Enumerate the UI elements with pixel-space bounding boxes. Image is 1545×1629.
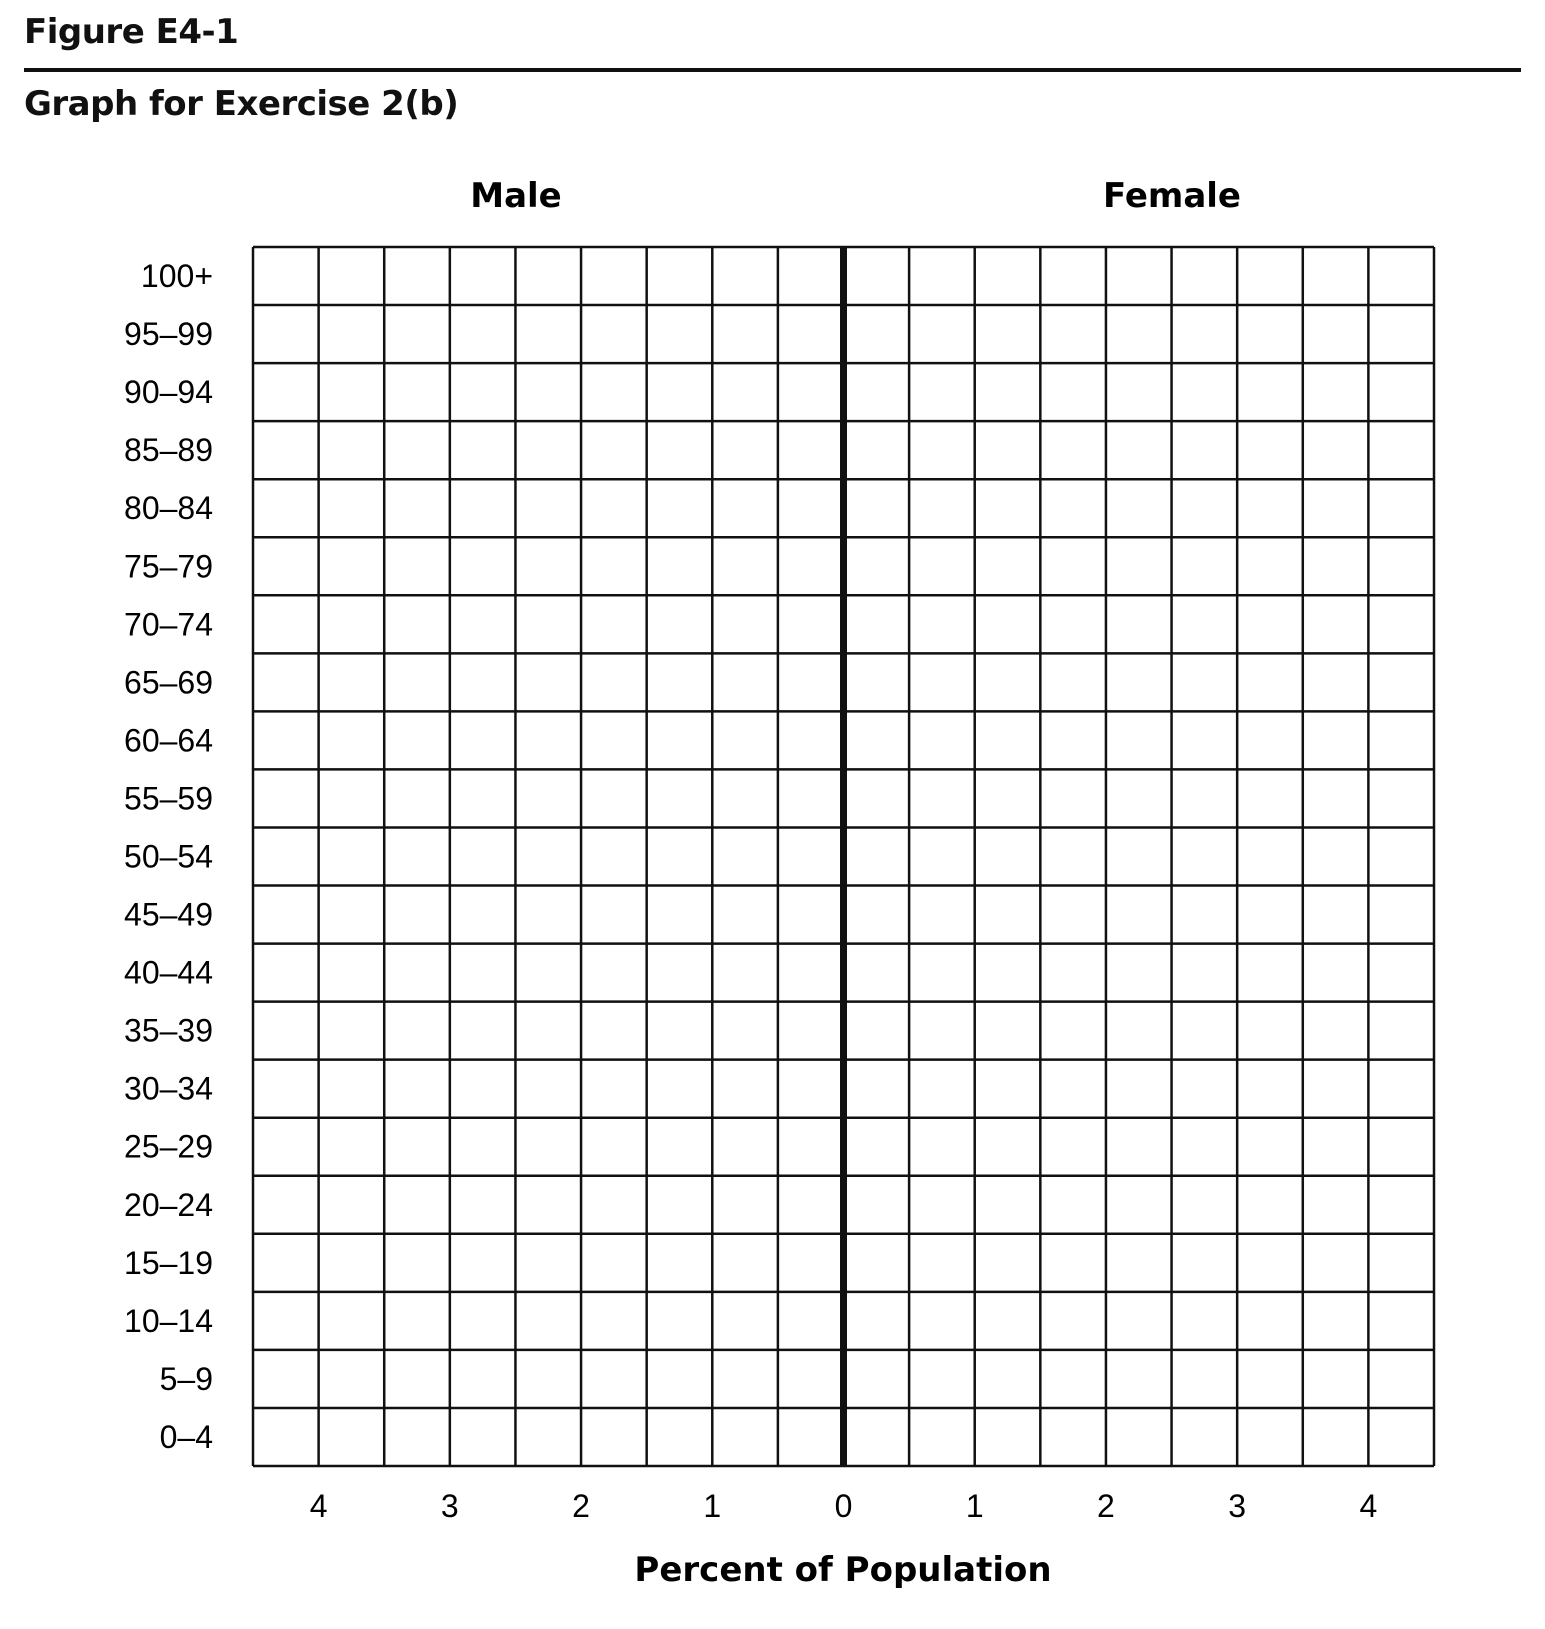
x-tick-label: 1	[703, 1488, 722, 1524]
x-axis-label: Percent of Population	[634, 1550, 1052, 1590]
y-tick-label: 60–64	[124, 722, 213, 759]
y-axis-tick-labels	[124, 258, 213, 1455]
grid	[253, 247, 1434, 1466]
y-tick-label: 75–79	[124, 548, 213, 585]
y-tick-label: 100+	[140, 258, 213, 295]
y-tick-label: 80–84	[124, 490, 213, 527]
y-tick-label: 35–39	[124, 1012, 213, 1049]
x-tick-label: 4	[1359, 1488, 1378, 1524]
y-tick-label: 50–54	[124, 838, 213, 875]
figure-title: Graph for Exercise 2(b)	[24, 84, 459, 124]
y-tick-label: 55–59	[124, 780, 213, 817]
y-tick-label: 85–89	[124, 432, 213, 469]
y-tick-label: 10–14	[124, 1302, 213, 1339]
y-tick-label: 65–69	[124, 664, 213, 701]
y-tick-label: 95–99	[124, 316, 213, 353]
y-tick-label: 30–34	[124, 1070, 213, 1107]
x-tick-label: 0	[834, 1488, 853, 1524]
x-tick-label: 2	[1097, 1488, 1115, 1524]
x-tick-label: 2	[572, 1488, 590, 1524]
x-tick-label: 3	[440, 1488, 459, 1524]
male-side-title: Male	[470, 176, 562, 216]
y-tick-label: 40–44	[124, 954, 213, 991]
figure-label: Figure E4-1	[24, 12, 239, 52]
y-tick-label: 25–29	[124, 1128, 213, 1165]
y-tick-label: 0–4	[159, 1418, 213, 1455]
x-tick-label: 1	[965, 1488, 984, 1524]
y-tick-label: 70–74	[124, 606, 213, 643]
y-tick-label: 5–9	[159, 1360, 213, 1397]
x-axis-tick-labels	[310, 1488, 1378, 1524]
y-tick-label: 20–24	[124, 1186, 213, 1223]
y-tick-label: 90–94	[124, 374, 213, 411]
female-side-title: Female	[1103, 176, 1241, 216]
x-tick-label: 4	[309, 1488, 328, 1524]
x-tick-label: 3	[1228, 1488, 1247, 1524]
y-tick-label: 15–19	[124, 1244, 213, 1281]
y-tick-label: 45–49	[124, 896, 213, 933]
